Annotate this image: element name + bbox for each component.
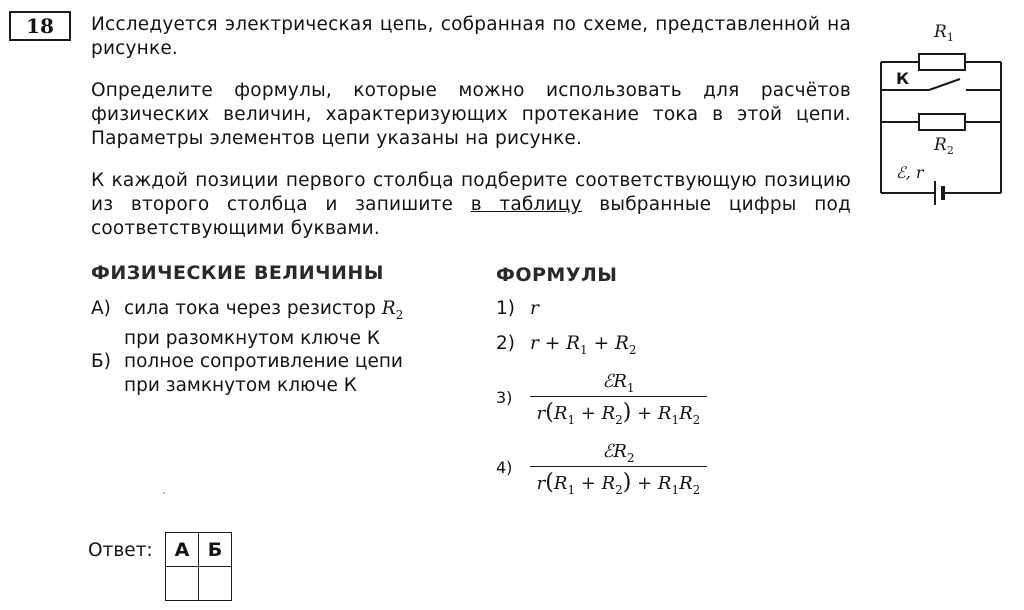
task-paragraph: Определите формулы, которые можно использовать для расчётов физических величин, характеризующих протекание тока в этой цепи. Параметры элементов цепи указаны на рисунке. [91,80,851,149]
answer-label: Ответ: [88,540,153,561]
formula-1: 1) r [496,298,539,319]
emf-label: ℰ, r [896,163,924,182]
answer-header-a: А [166,533,199,567]
intro-paragraph: Исследуется электрическая цепь, собранная по схеме, представленной на рисунке. [91,14,851,59]
r1-label: $R_1$ [934,22,954,44]
formulas-heading: ФОРМУЛЫ [496,264,618,286]
quantity-a: А) сила тока через резистор $R_2$ при разомкнутом ключе К [91,298,404,349]
quantity-b: Б) полное сопротивление цепи при замкнутом ключе К [91,351,403,396]
answer-table [165,532,232,601]
answer-cell-b[interactable] [199,567,232,601]
instruction-paragraph: К каждой позиции первого столбца подберите соответствующую позицию из второго столбца и запишите в таблицу выбранные цифры под соответствующими буквами. [91,170,852,239]
formula-2: 2) $r + R_1 + R_2$ [496,333,637,357]
key-label: К [896,69,910,88]
circuit-diagram [874,20,1014,220]
scan-dot [163,492,165,494]
question-number: 18 [9,11,71,41]
r2-label: $R_2$ [934,135,954,157]
quantities-heading: ФИЗИЧЕСКИЕ ВЕЛИЧИНЫ [91,262,384,284]
answer-cell-a[interactable] [166,567,199,601]
table-link-text: в таблицу [470,194,582,215]
answer-header-b: Б [199,533,232,567]
